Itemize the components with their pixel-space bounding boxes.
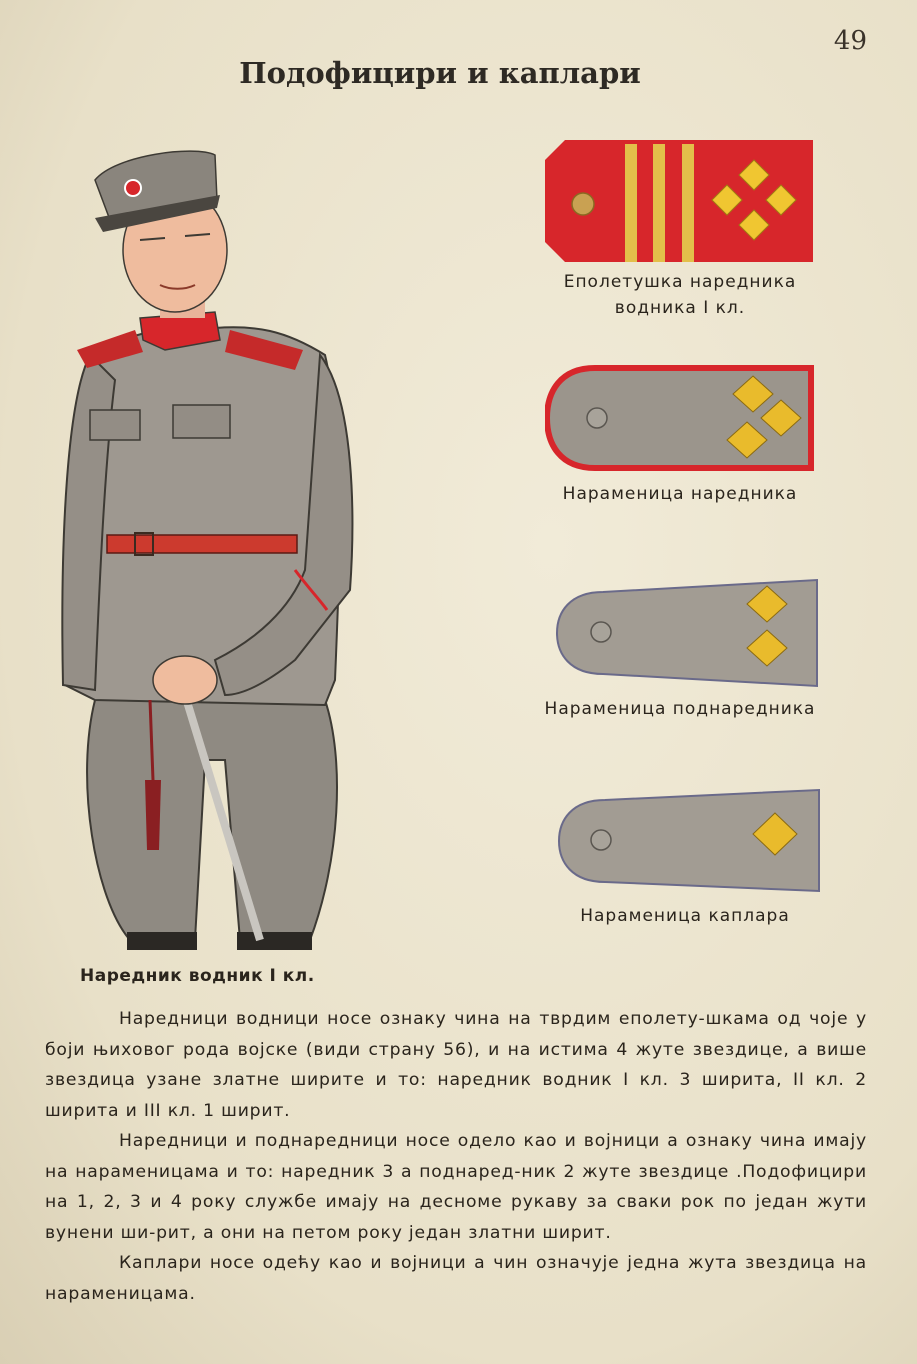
insignia-caption-4: Нарамeница каплара	[580, 906, 790, 926]
insignia-caption-2: Нарамeница наредника	[562, 484, 798, 504]
epaulet-sergeant-platoon-1st-class	[545, 140, 815, 265]
page-number: 49	[833, 26, 867, 56]
insignia-caption-text: Еполетушка наредника водника I кл.	[563, 272, 797, 318]
insignia-caption-1	[530, 269, 830, 321]
body-text	[45, 1004, 867, 1309]
paragraph: Каплари носе одећу као и војници а чин означује једна жута звездица на нараменицама.	[45, 1253, 867, 1304]
insignia-caption-3: Нарамeница поднаредника	[544, 699, 816, 719]
page-title: Подофицири и каплари	[239, 56, 641, 90]
paragraph: Наредници водници носе ознаку чина на тврдим еполету-шкама од чоје у боји њиховог рода војске (види страну 56), и на истима 4 жуте звездице, а више звездица узане златне ширите и то: наредник водник I кл. 3 ширита, II кл. 2 ширита и III кл. 1 ширит.	[45, 1009, 867, 1121]
shoulder-strap-sergeant	[545, 362, 815, 472]
shoulder-strap-corporal	[557, 788, 822, 893]
figure-caption: Наредник водник I кл.	[80, 966, 315, 986]
paragraph: Наредници и поднаредници носе одело као и војници а ознаку чина имају на нараменицама и то: наредник 3 а поднаред-ник 2 жуте звездице .Подофицири на 1, 2, 3 и 4 року службе имају на десноме рукаву за сваки рок по један жути вунени ши-рит, а они на петом року један златни ширит.	[45, 1131, 867, 1243]
soldier-illustration	[55, 140, 375, 955]
shoulder-strap-junior-sergeant	[555, 578, 820, 688]
